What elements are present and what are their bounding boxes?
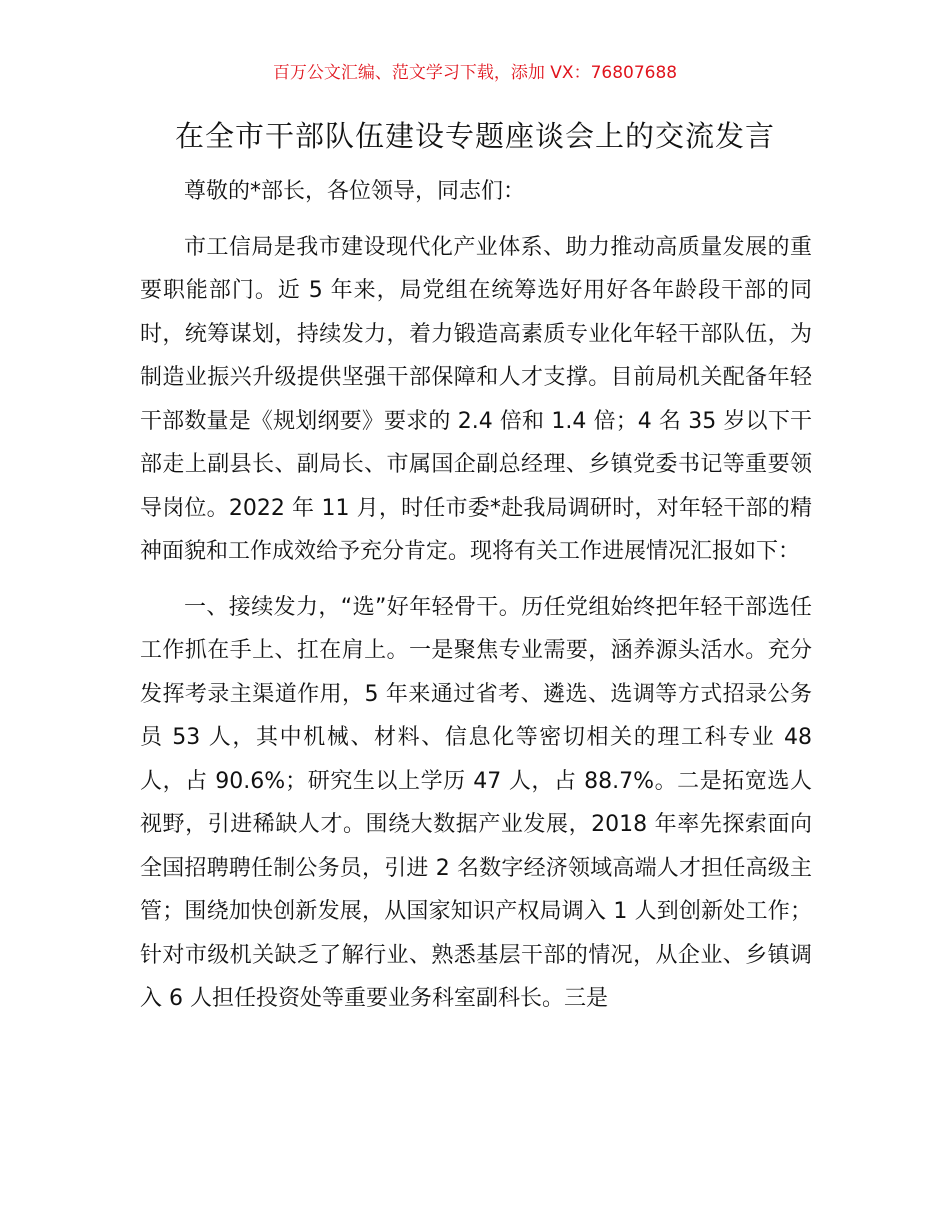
document-body [140,170,812,1033]
paragraph-intro: 市工信局是我市建设现代化产业体系、助力推动高质量发展的重要职能部门。近 5 年来，局党组在统筹选好用好各年龄段干部的同时，统筹谋划，持续发力，着力锻造高素质专业化年轻干部队伍，为制造业振兴升级提供坚强干部保障和人才支撑。目前局机关配备年轻干部数量是《规划纲要》要求的 2.4 倍和 1.4 倍；4 名 35 岁以下干部走上副县长、副局长、市属国企副总经理、乡镇党委书记等重要领导岗位。2022 年 11 月，时任市委*赴我局调研时，对年轻干部的精神面貌和工作成效给予充分肯定。现将有关工作进展情况汇报如下： [140,234,812,564]
header-watermark-note: 百万公文汇编、范文学习下载，添加 VX：76807688 [272,63,678,83]
paragraph-section-one: 一、接续发力，“选”好年轻骨干。历任党组始终把年轻干部选任工作抓在手上、扛在肩上。一是聚焦专业需要，涵养源头活水。充分发挥考录主渠道作用，5 年来通过省考、遴选、选调等方式招录公务员 53 人，其中机械、材料、信息化等密切相关的理工科专业 48 人，占 90.6%；研究生以上学历 47 人，占 88.7%。二是拓宽选人视野，引进稀缺人才。围绕大数据产业发展，2018 年率先探索面向全国招聘聘任制公务员，引进 2 名数字经济领域高端人才担任高级主管；围绕加快创新发展，从国家知识产权局调入 1 人到创新处工作；针对市级机关缺乏了解行业、熟悉基层干部的情况，从企业、乡镇调入 6 人担任投资处等重要业务科室副科长。三是 [140,594,812,1011]
salutation: 尊敬的*部长，各位领导，同志们： [184,179,526,204]
document-title: 在全市干部队伍建设专题座谈会上的交流发言 [174,119,775,153]
